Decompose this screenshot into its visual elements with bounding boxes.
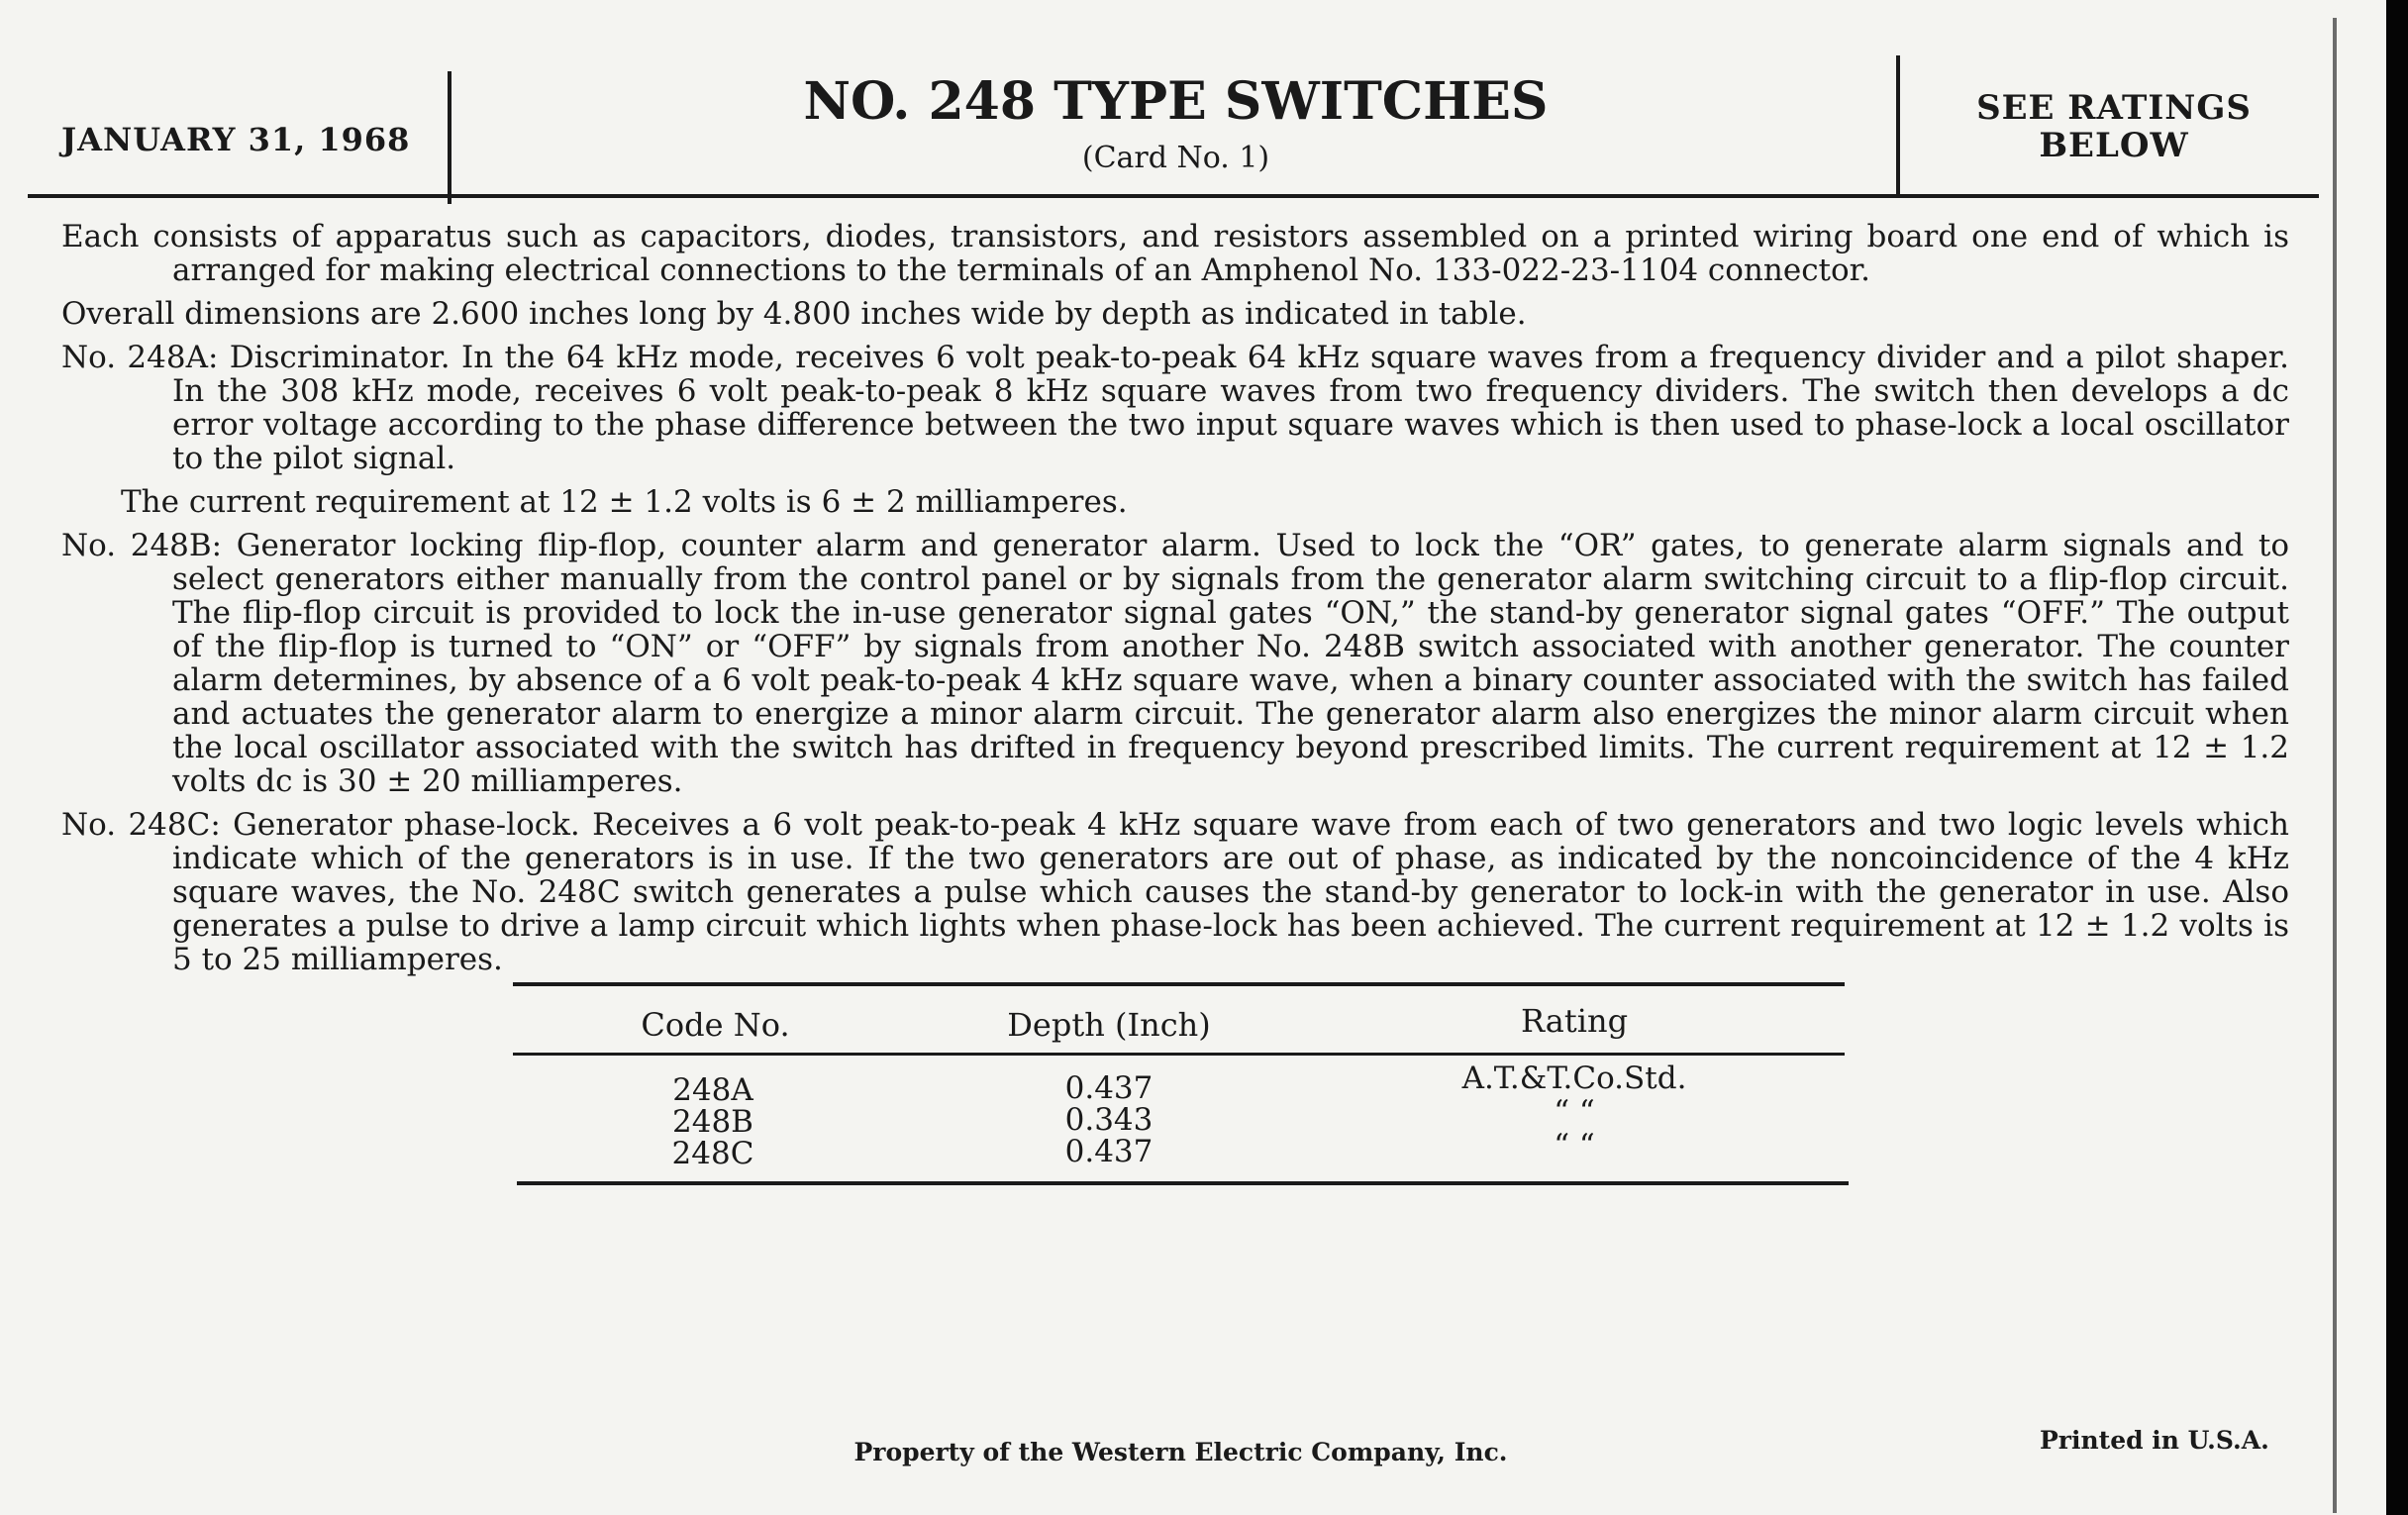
card-edge-shadow	[2333, 18, 2337, 1513]
table-header-code: Code No.	[641, 1006, 790, 1044]
table-row-depth: 0.343	[1064, 1102, 1154, 1138]
table-row-rating: A.T.&T.Co.Std.	[1461, 1060, 1687, 1096]
see-ratings-note	[1906, 89, 2322, 164]
footer-property: Property of the Western Electric Company, Inc.	[853, 1438, 1508, 1466]
table-row-depth: 0.437	[1064, 1134, 1154, 1169]
table-top-rule	[513, 982, 1845, 986]
paragraph-general: Each consists of apparatus such as capacitors, diodes, transistors, and resistors assembled on a printed wiring board one end of which is arranged for making electrical connections to the terminals of an Amphenol No. 133-022-23-1104 connector.	[61, 219, 2289, 288]
paragraph-248b: No. 248B: Generator locking flip-flop, counter alarm and generator alarm. Used to lock the “OR” gates, to generate alarm signals and to select generators either manually from the control panel or by signals from the generator alarm switching circuit to a flip-flop circuit. The flip-flop circuit is provided to lock the in-use generator signal gates “ON,” the stand-by generator signal gates “OFF.” The output of the flip-flop is turned to “ON” or “OFF” by signals from another No. 248B switch associated with another generator. The counter alarm determines, by absence of a 6 volt peak-to-peak 4 kHz square wave, when a binary counter associated with the switch has failed and actuates the generator alarm to energize a minor alarm circuit. The generator alarm also energizes the minor alarm circuit when the local oscillator associated with the switch has drifted in frequency beyond prescribed limits. The current requirement at 12 ± 1.2 volts dc is 30 ± 20 milliamperes.	[61, 528, 2289, 799]
header-rule	[28, 194, 2319, 198]
paragraph-248c: No. 248C: Generator phase-lock. Receives a 6 volt peak-to-peak 4 kHz square wave from each of two generators and two logic levels which indicate which of the generators is in use. If the two generators are out of phase, as indicated by the noncoincidence of the 4 kHz square waves, the No. 248C switch generates a pulse which causes the stand-by generator to lock-in with the generator in use. Also generates a pulse to drive a lamp circuit which lights when phase-lock has been achieved. The current requirement at 12 ± 1.2 volts is 5 to 25 milliamperes.	[61, 807, 2289, 977]
table-row-rating: “ “	[1554, 1128, 1595, 1163]
table-row-depth: 0.437	[1064, 1070, 1154, 1106]
table-row-rating: “ “	[1554, 1094, 1595, 1130]
card-title: NO. 248 TYPE SWITCHES	[803, 71, 1549, 132]
paragraph-248a-current: The current requirement at 12 ± 1.2 volts is 6 ± 2 milliamperes.	[121, 484, 1128, 520]
table-header-depth: Depth (Inch)	[1007, 1006, 1211, 1044]
header-divider-right	[1896, 55, 1900, 194]
card-date: JANUARY 31, 1968	[61, 121, 411, 158]
card-subtitle: (Card No. 1)	[1081, 141, 1270, 175]
table-bottom-rule	[517, 1181, 1849, 1185]
table-row-code: 248C	[671, 1136, 754, 1171]
footer-printed: Printed in U.S.A.	[2040, 1426, 2269, 1455]
table-header-rule	[513, 1053, 1845, 1056]
header-divider-left	[448, 71, 452, 204]
see-ratings-line1: SEE RATINGS	[1976, 88, 2252, 128]
see-ratings-line2: BELOW	[2039, 126, 2189, 165]
paragraph-dimensions: Overall dimensions are 2.600 inches long by 4.800 inches wide by depth as indicated in table.	[61, 296, 1527, 332]
table-header-rating: Rating	[1520, 1002, 1629, 1040]
card-body	[61, 220, 2289, 986]
table-row-code: 248B	[672, 1104, 753, 1140]
scan-border	[2386, 0, 2408, 1515]
paragraph-248a: No. 248A: Discriminator. In the 64 kHz mode, receives 6 volt peak-to-peak 64 kHz square waves from a frequency divider and a pilot shaper. In the 308 kHz mode, receives 6 volt peak-to-peak 8 kHz square waves from two frequency dividers. The switch then develops a dc error voltage according to the phase difference between the two input square waves which is then used to phase-lock a local oscillator to the pilot signal.	[61, 340, 2289, 476]
table-row-code: 248A	[672, 1072, 753, 1108]
